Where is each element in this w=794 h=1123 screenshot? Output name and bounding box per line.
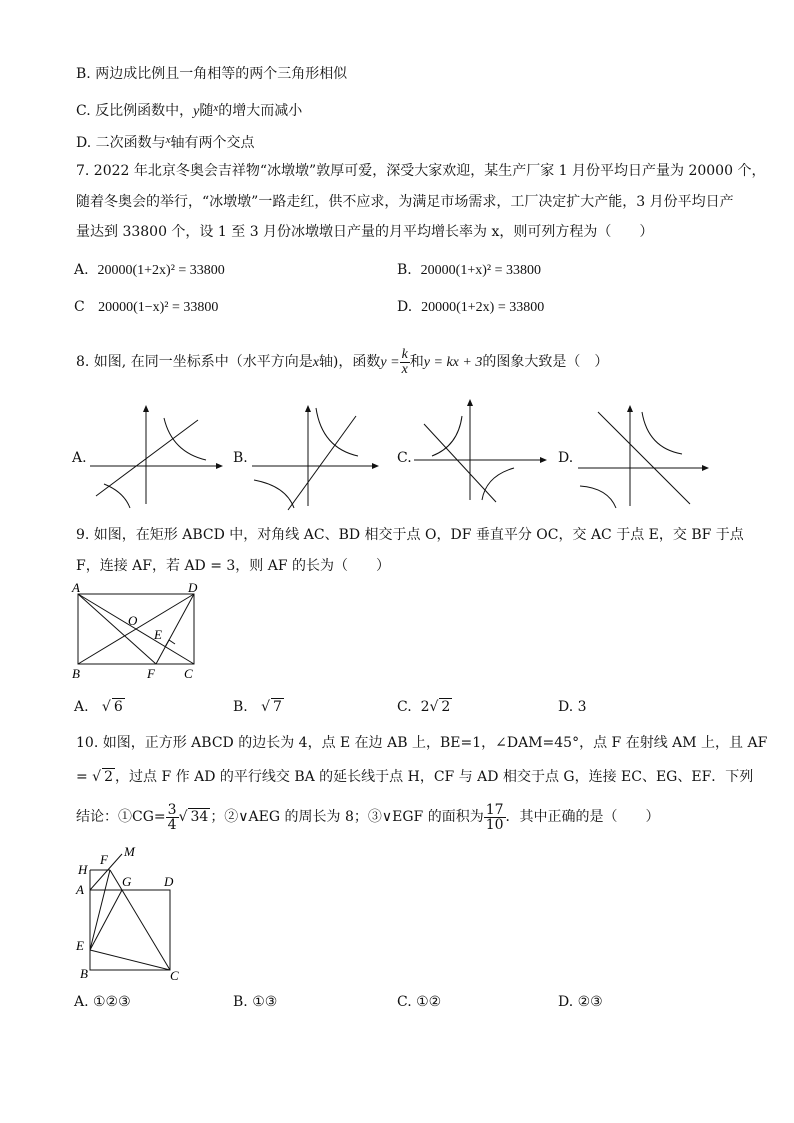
q6-option-c-var-x: x (213, 102, 219, 114)
q8-prefix: 8. 如图, 在同一坐标系中（水平方向是 (76, 354, 313, 370)
label-a: A (72, 580, 80, 595)
q6-option-c (76, 98, 302, 122)
q8-graph-c (414, 396, 554, 506)
q7-option-d (397, 297, 544, 318)
q7-option-d-label: D. (397, 299, 413, 315)
q8-label-b: B. (233, 450, 248, 466)
label-c: C (170, 968, 179, 983)
q8-axis-var: x (312, 355, 319, 370)
label-e: E (154, 627, 162, 642)
label-a: A (76, 882, 84, 897)
segment-cf (110, 870, 170, 970)
q9-option-b: B. √ 7 (233, 699, 282, 715)
q8-graph-d (578, 400, 718, 510)
q7-line2: 随着冬奥会的举行，“冰墩墩”一路走红，供不应求，为满足市场需求，工厂决定扩大产能，3 月份平均日产 (76, 194, 734, 210)
q8-label-d: D. (558, 450, 574, 466)
q7-line3: 量达到 33800 个，设 1 至 3 月份冰墩墩日产量的月平均增长率为 x，则可列方程为（ ） (76, 224, 654, 240)
q10-frac1 (166, 803, 179, 832)
q9-line2: F，连接 AF，若 AD = 3，则 AF 的长为（ ） (76, 558, 391, 574)
q10-frac2-den: 10 (485, 816, 504, 833)
q9-option-c-label: C. (397, 699, 412, 715)
q9-option-d: D. 3 (558, 699, 587, 715)
q8-mid1: 轴)，函数 (318, 354, 381, 370)
segment-eg (90, 890, 122, 950)
q7-option-a-eq: 20000(1+2x)² = 33800 (97, 263, 225, 278)
label-d: D (188, 580, 198, 595)
label-e: E (76, 938, 84, 953)
q10-line3-p3: ．其中正确的是（ ） (505, 809, 660, 825)
hyperbola-branch-1 (164, 418, 206, 460)
hyperbola-branch-1 (432, 416, 462, 456)
q8-label-c: C. (397, 450, 412, 466)
q9-line1: 9. 如图，在矩形 ABCD 中，对角线 AC、BD 相交于点 O，DF 垂直平分 OC，交 AC 于点 E，交 BF 于点 (76, 527, 744, 543)
q9-option-a-label: A. (74, 699, 89, 715)
q6-option-d-var: x (165, 134, 171, 146)
q9-option-a: A. √ 6 (74, 699, 123, 715)
q7-option-c (74, 297, 218, 318)
q6-option-d-prefix: D. 二次函数与 (76, 135, 166, 151)
line-graph (598, 412, 690, 504)
q8-suffix: 的图象大致是（ ） (482, 354, 609, 370)
label-f: F (147, 666, 155, 681)
q7-option-a (74, 260, 225, 281)
q9-option-c: C. 2√ 2 (397, 699, 451, 715)
q8-func1-num: k (401, 346, 408, 362)
q6-option-c-prefix: C. 反比例函数中， (76, 103, 194, 119)
q8-mid2: 和 (409, 354, 424, 370)
q10-line3-radicand: 34 (190, 809, 209, 825)
q7-option-c-eq: 20000(1−x)² = 33800 (98, 300, 219, 315)
label-d: D (164, 874, 174, 889)
q10-line1: 10. 如图，正方形 ABCD 的边长为 4，点 E 在边 AB 上，BE=1，∠DAM=45°，点 F 在射线 AM 上，且 AF (76, 735, 768, 751)
q7-option-d-eq: 20000(1+2x) = 33800 (421, 300, 545, 315)
segment-ec (90, 950, 170, 970)
line-graph (96, 420, 198, 496)
q6-option-d (76, 130, 255, 153)
hyperbola-branch-2 (254, 480, 294, 508)
q9-figure (70, 582, 210, 682)
line-graph (288, 416, 356, 510)
q6-option-c-var-y: y (193, 104, 200, 119)
hyperbola-branch-1 (316, 408, 358, 456)
hyperbola-branch-1 (642, 412, 682, 454)
q6-option-c-mid: 随 (199, 103, 214, 119)
label-o: O (128, 613, 138, 628)
q9-option-b-label: B. (233, 699, 248, 715)
q10-figure (74, 844, 194, 984)
label-m: M (124, 844, 135, 859)
q10-line2-radicand: 2 (104, 769, 114, 785)
q10-line3-p1: 结论：①CG= (76, 809, 166, 825)
q10-option-d: D. ②③ (558, 994, 603, 1010)
q8-label-a: A. (72, 450, 87, 466)
q6-option-b: B. 两边成比例且一角相等的两个三角形相似 (76, 66, 348, 82)
q10-frac2 (484, 803, 506, 832)
label-h: H (78, 862, 88, 877)
q7-option-b-label: B. (397, 262, 412, 278)
q7-option-b-eq: 20000(1+x)² = 33800 (420, 263, 541, 278)
label-b: B (72, 666, 80, 681)
q8-func1-den: x (401, 361, 408, 377)
q8-graph-b (252, 400, 392, 510)
segment-af (78, 594, 156, 664)
q7-option-c-label: C (74, 299, 85, 315)
q7-line1: 7. 2022 年北京冬奥会吉祥物“冰墩墩”敦厚可爱，深受大家欢迎，某生产厂家 1 月份平均日产量为 20000 个， (76, 163, 766, 179)
label-c: C (184, 666, 193, 681)
q10-frac2-num: 17 (485, 801, 504, 818)
q10-line2-prefix: = (76, 769, 88, 785)
q10-line3: 结论：①CG= $\frac{3}{4}$ √ 34 ；②∨AEG 的周长为 8；③∨EGF 的面积为 $\frac{17}{10}$ ．其中正确的是（ ） (76, 801, 660, 833)
segment-ef (90, 870, 110, 950)
q9-option-c-radicand: 2 (441, 699, 451, 715)
q8-func1-frac (400, 348, 410, 377)
q7-option-a-label: A. (74, 262, 89, 278)
label-b: B (80, 966, 88, 981)
q9-option-a-radicand: 6 (113, 699, 123, 715)
q6-option-c-suffix: 的增大而减小 (218, 103, 303, 119)
q10-line2: = √ 2 ，过点 F 作 AD 的平行线交 BA 的延长线于点 H，CF 与 AD 相交于点 G，连接 EC、EG、EF．下列 (76, 769, 754, 785)
q10-option-b: B. ①③ (233, 994, 278, 1010)
right-angle-mark (165, 640, 175, 647)
q9-option-b-radicand: 7 (273, 699, 282, 715)
label-f: F (100, 852, 108, 867)
q8-func2: y = kx + 3 (423, 355, 483, 370)
hyperbola-branch-2 (482, 468, 514, 500)
q10-frac1-num: 3 (167, 801, 177, 818)
hyperbola-branch-2 (580, 486, 616, 508)
q7-option-b (397, 260, 541, 281)
q8-stem (76, 346, 608, 379)
q8-func1-lhs: y = (380, 355, 400, 370)
q10-option-c: C. ①② (397, 994, 442, 1010)
q8-graph-a (90, 400, 230, 510)
label-g: G (122, 874, 132, 889)
q10-frac1-den: 4 (167, 816, 177, 833)
q10-option-a: A. ①②③ (74, 994, 131, 1010)
q10-line2-suffix: ，过点 F 作 AD 的平行线交 BA 的延长线于点 H，CF 与 AD 相交于点 G，连接 EC、EG、EF．下列 (115, 769, 754, 785)
q9-option-c-coef: 2 (420, 699, 430, 715)
q6-option-d-suffix: 轴有两个交点 (170, 135, 255, 151)
q10-line3-p2: ；②∨AEG 的周长为 8；③∨EGF 的面积为 (210, 809, 484, 825)
